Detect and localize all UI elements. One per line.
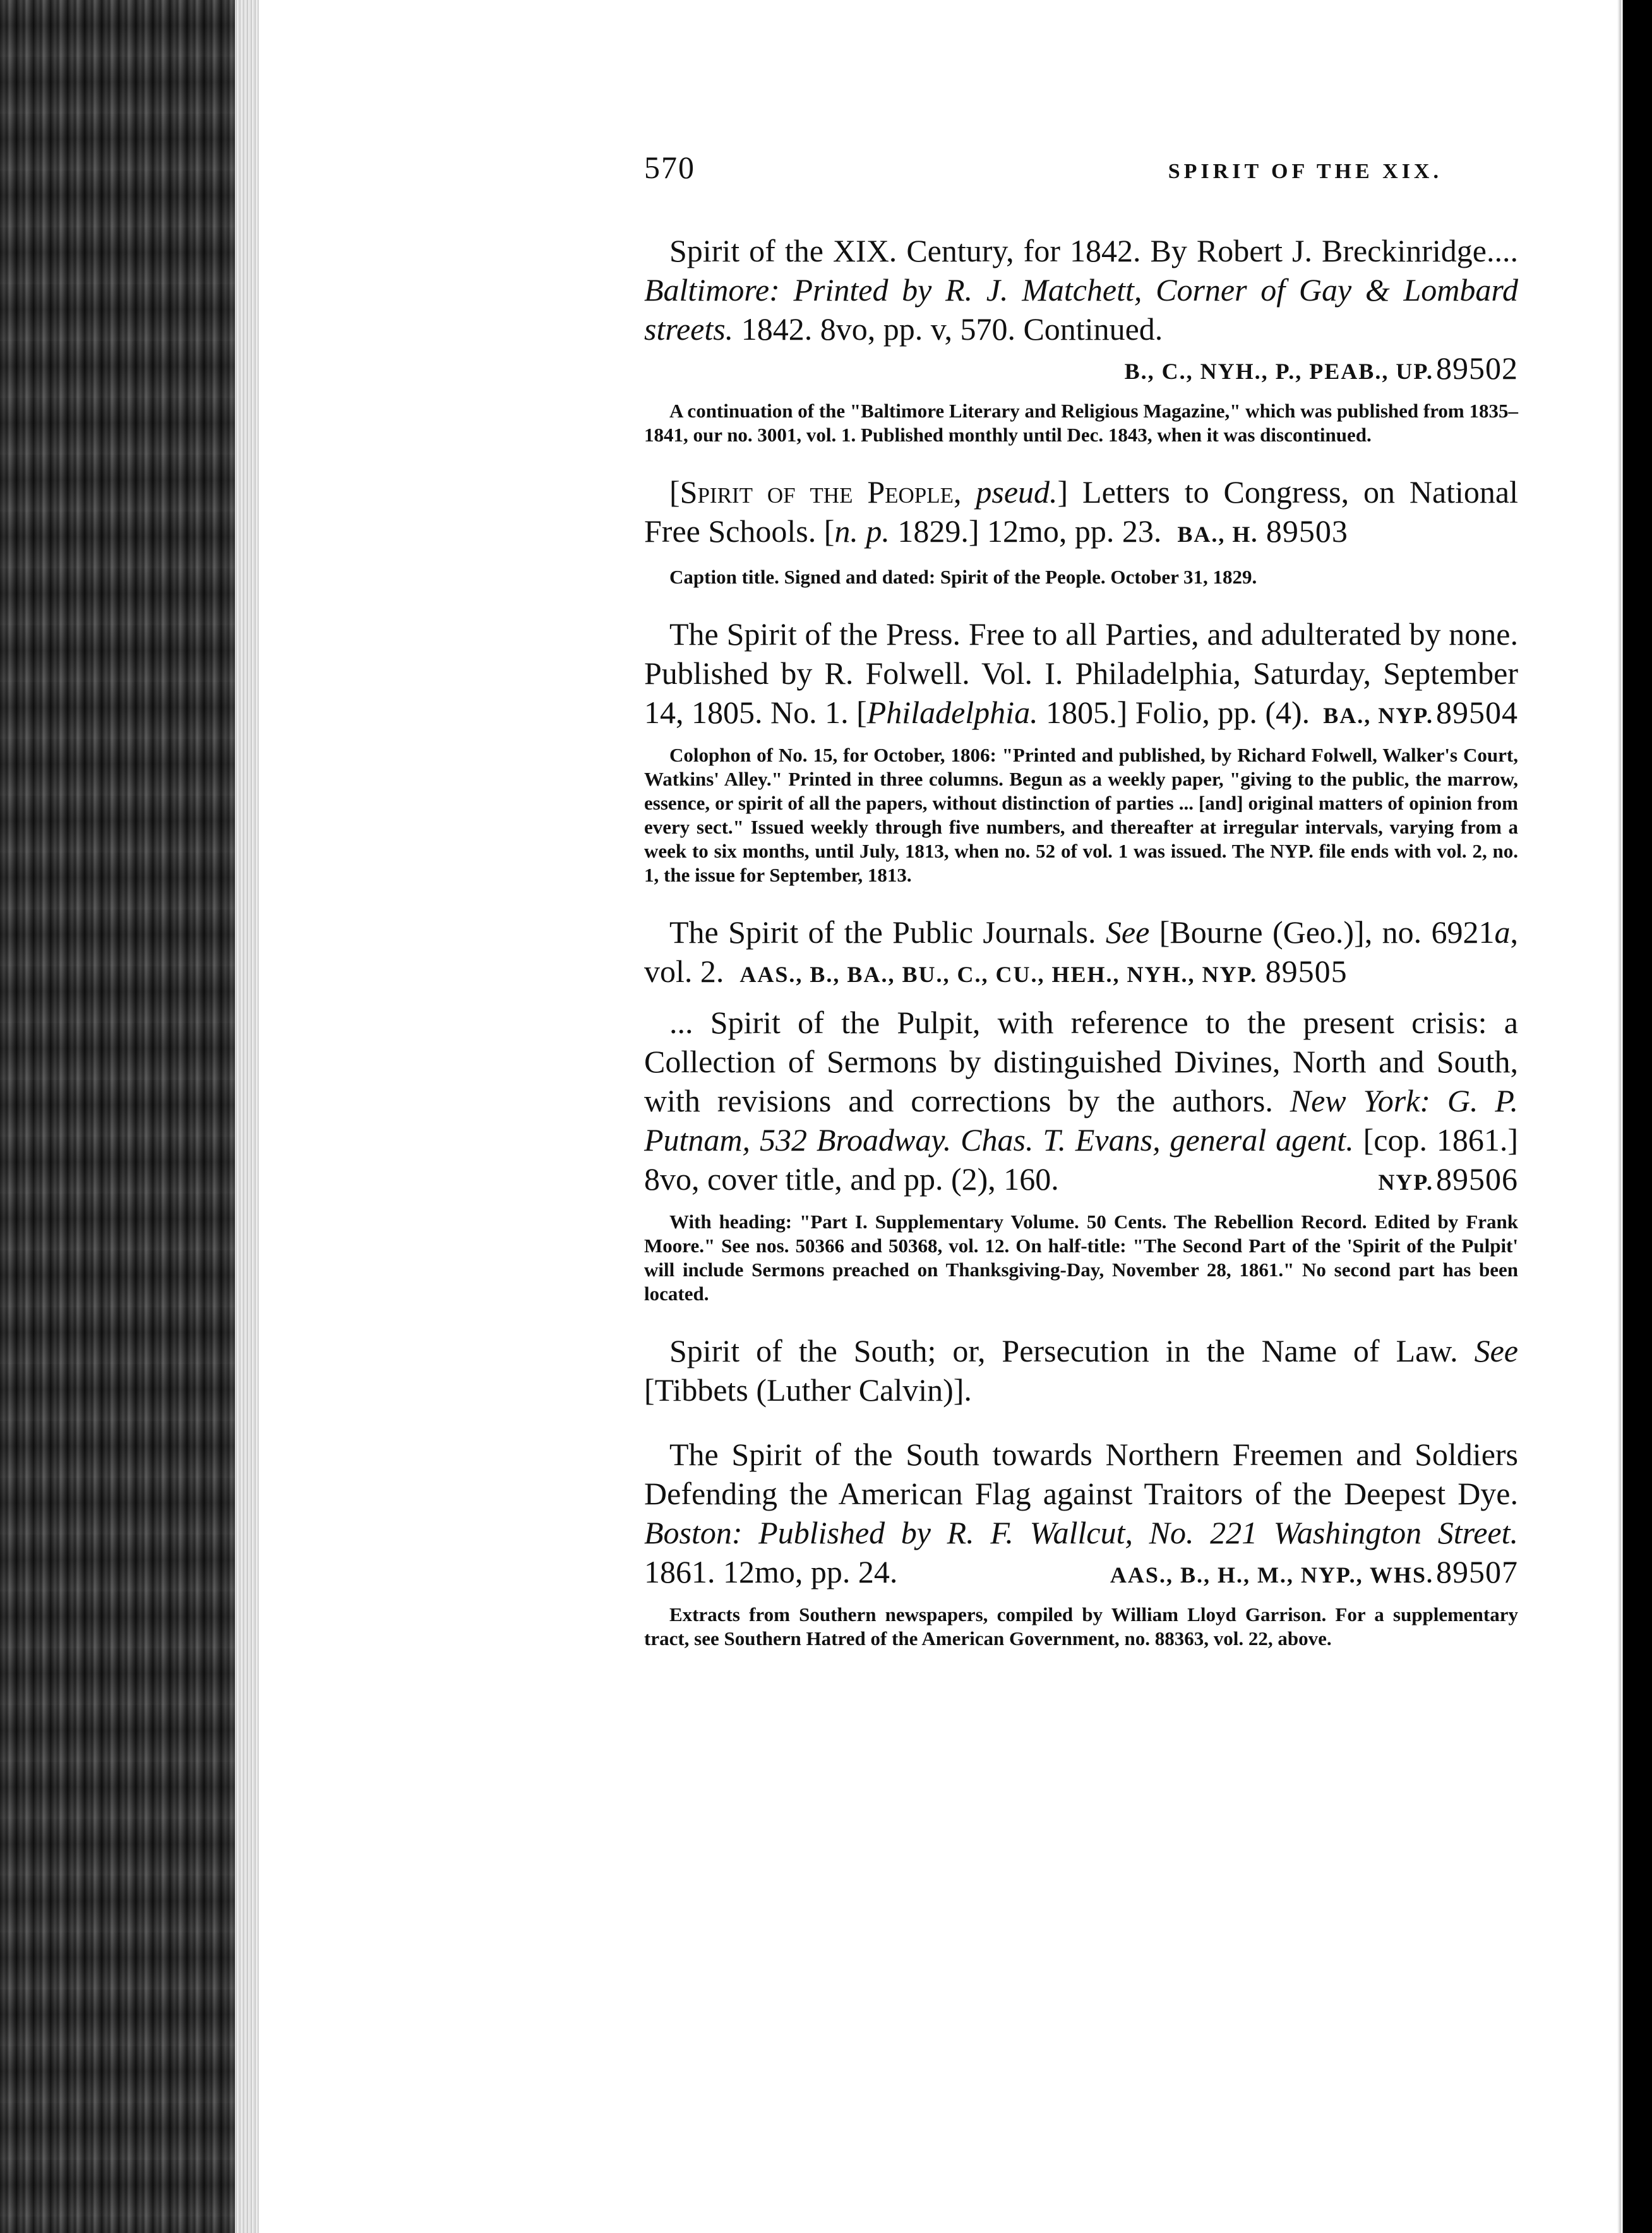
page-edges xyxy=(235,0,259,2233)
entry-text xyxy=(644,472,1518,554)
entry-title: Spirit of the South; or, Persecution in the Name of Law. xyxy=(669,1333,1475,1368)
entry-locations: NYP. xyxy=(1378,1170,1434,1195)
entry-text xyxy=(644,913,1518,994)
entry-number: 89505 xyxy=(1265,954,1348,989)
entry-text xyxy=(644,231,1518,349)
entry-reference: [Tibbets (Luther Calvin)]. xyxy=(644,1372,972,1408)
entry-np: n. p. xyxy=(834,513,890,549)
entry-title: Spirit of the XIX. Century, for 1842. By Robert J. Breckinridge.... xyxy=(669,233,1518,268)
entry-note: A continuation of the "Baltimore Literary and Religious Magazine," which was published from 1835–1841, our no. 3001, vol. 1. Published monthly until Dec. 1843, when it was discontinued. xyxy=(644,400,1518,446)
entry-locations-line xyxy=(644,349,1518,388)
entry-collation: 1805.] Folio, pp. (4). xyxy=(1038,695,1310,730)
entry-title: ] Letters to Congress, on National Free Schools. [ xyxy=(644,474,1518,549)
entry-volume: , vol. 2. xyxy=(644,914,1518,989)
entry-locations: B., C., NYH., P., PEAB., UP. xyxy=(1124,359,1434,384)
entry-89504 xyxy=(644,614,1518,887)
entry-place: Philadelphia. xyxy=(866,695,1038,730)
entry-note: Extracts from Southern newspapers, compiled by William Lloyd Garrison. For a supplementary tract, see Southern Hatred of the American Government, no. 88363, vol. 22, above. xyxy=(644,1603,1518,1649)
entry-imprint: Baltimore: Printed by R. J. Matchett, Corner of Gay & Lombard streets. xyxy=(644,272,1518,347)
entry-title: ... Spirit of the Pulpit, with reference to the present crisis: a Collection of Sermons by distinguished Divines, North and South, with revisions and corrections by the authors. xyxy=(644,1005,1518,1118)
entry-collation: [cop. 1861.] 8vo, cover title, and pp. (2), 160. xyxy=(644,1122,1518,1197)
see-reference: See xyxy=(1474,1333,1518,1368)
entry-number: 89504 xyxy=(1436,695,1518,730)
entry-title: The Spirit of the South towards Northern Freemen and Soldiers Defending the American Flag against Traitors of the Deepest Dye. xyxy=(644,1437,1518,1511)
entry-number: 89507 xyxy=(1436,1554,1518,1589)
bracket: [ xyxy=(669,474,680,510)
entry-pseud: pseud. xyxy=(976,474,1058,510)
entry-locations: BA., H. xyxy=(1177,522,1259,547)
running-head xyxy=(644,149,1518,206)
page-number: 570 xyxy=(644,150,695,185)
entry-89507 xyxy=(644,1435,1518,1651)
entry-title: The Spirit of the Press. Free to all Parties, and adulterated by none. Published by R. Folwell. Vol. I. Philadelphia, Saturday, September 14, 1805. No. 1. [ xyxy=(644,616,1518,730)
entry-author: Spirit of the People, xyxy=(679,474,962,510)
entry-89503 xyxy=(644,472,1518,589)
book-spine xyxy=(0,0,235,2233)
entry-title: The Spirit of the Public Journals. xyxy=(669,914,1106,950)
entry-note: With heading: "Part I. Supplementary Volume. 50 Cents. The Rebellion Record. Edited by Frank Moore." See nos. 50366 and 50368, vol. 12. On half-title: "The Second Part of the 'Spirit of the Pulpit' will include Sermons preached on Thanksgiving-Day, November 28, 1861." No second part has been located. xyxy=(644,1211,1518,1305)
right-edge xyxy=(1618,0,1652,2233)
entry-locations: BA., NYP. xyxy=(1323,703,1434,728)
entry-imprint: New York: G. P. Putnam, 532 Broadway. Chas. T. Evans, general agent. xyxy=(644,1083,1518,1158)
entry-spirit-of-the-south xyxy=(644,1331,1518,1410)
entry-number: 89503 xyxy=(1266,513,1348,549)
entry-reference: [Bourne (Geo.)], no. 6921 xyxy=(1149,914,1495,950)
entry-imprint: Boston: Published by R. F. Wallcut, No. 221 Washington Street. xyxy=(644,1515,1518,1550)
entry-locations: AAS., B., BA., BU., C., CU., HEH., NYH., NYP. xyxy=(739,962,1258,987)
entry-collation: 1842. 8vo, pp. v, 570. Continued. xyxy=(733,311,1163,347)
entry-text xyxy=(644,1331,1518,1410)
entry-89505 xyxy=(644,913,1518,994)
running-title: SPIRIT OF THE XIX. xyxy=(1168,160,1442,183)
page-content xyxy=(644,149,1518,1651)
entry-89502 xyxy=(644,231,1518,447)
entry-number: 89502 xyxy=(1436,350,1518,386)
see-reference: See xyxy=(1105,914,1150,950)
entry-note: Caption title. Signed and dated: Spirit of the People. October 31, 1829. xyxy=(669,566,1257,588)
entry-note: Colophon of No. 15, for October, 1806: "Printed and published, by Richard Folwell, Walker's Court, Watkins' Alley." Printed in three columns. Begun as a weekly paper, "giving to the public, the marrow, essence, or spirit of all the papers, without distinction of parties ... [and] original matters of opinion from every sect." Issued weekly through five numbers, and thereafter at irregular intervals, varying from a week to six months, until July, 1813, when no. 52 of vol. 1 was issued. The NYP. file ends with vol. 2, no. 1, the issue for September, 1813. xyxy=(644,744,1518,886)
entry-suffix: a xyxy=(1494,914,1511,950)
entry-number: 89506 xyxy=(1436,1161,1518,1197)
entry-collation: 1829.] 12mo, pp. 23. xyxy=(889,513,1162,549)
entry-collation: 1861. 12mo, pp. 24. xyxy=(644,1554,898,1589)
entry-89506 xyxy=(644,1003,1518,1306)
entry-locations: AAS., B., H., M., NYP., WHS. xyxy=(1110,1562,1434,1588)
